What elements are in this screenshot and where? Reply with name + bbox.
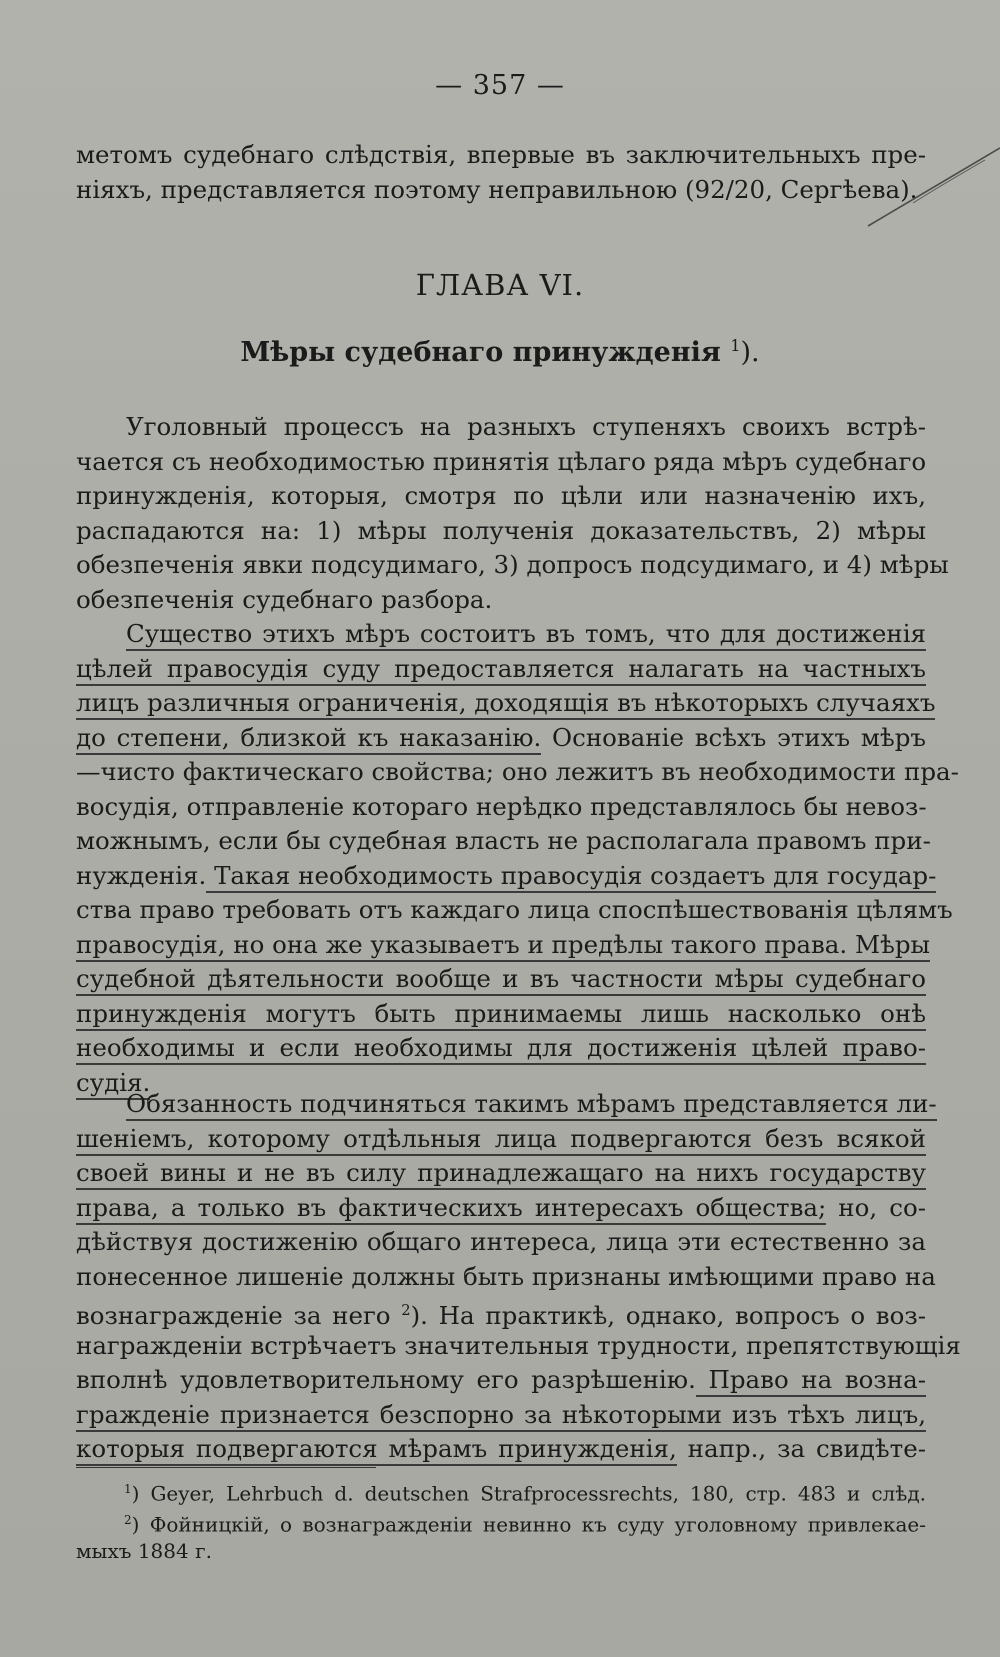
text-line (76, 1398, 926, 1433)
chapter-heading: ГЛАВА VI. (415, 268, 585, 302)
underlined-text: цѣлей правосудія суду предоставляется налагать на частныхъ (76, 654, 926, 686)
text-line (76, 1156, 926, 1191)
page-number: — 357 — (435, 70, 565, 101)
text-line (76, 928, 931, 963)
text-line: —чисто фактическаго свойства; оно лежитъ въ необходимости пра- (76, 757, 959, 786)
underlined-text: лицъ различныя ограниченія, доходящія въ нѣкоторыхъ случаяхъ (76, 688, 935, 720)
footnote-ref: 2 (401, 1302, 411, 1319)
text-line (76, 686, 936, 721)
underlined-text: судія. (76, 1068, 150, 1100)
underlined-text: Существо этихъ мѣръ состоитъ въ томъ, что для достиженія (126, 619, 926, 651)
text-line (76, 1087, 937, 1122)
footnote-ref: 1 (730, 336, 741, 355)
text-line (76, 859, 937, 894)
text-line: обезпеченія судебнаго разбора. (76, 584, 493, 614)
underlined-text: судебной дѣятельности вообще и въ частности мѣры судебнаго (76, 964, 926, 996)
underlined-text: права, а только въ фактическихъ интересахъ общества; (76, 1193, 826, 1225)
text-line (76, 1363, 926, 1398)
footnote (76, 1505, 926, 1536)
text-line: Уголовный процессъ на разныхъ ступеняхъ своихъ встрѣ- (126, 412, 926, 441)
paragraph-3 (76, 1087, 961, 1467)
underlined-text: Обязанность подчиняться такимъ мѣрамъ представляется ли- (126, 1089, 937, 1121)
footnote-mark: 1 (124, 1482, 132, 1496)
text-line: дѣйствуя достиженію общаго интереса, лица эти естественно за (76, 1227, 926, 1256)
text-line: чается съ необходимостью принятія цѣлаго ряда мѣръ судебнаго (76, 446, 927, 476)
text-line (76, 652, 926, 687)
footnote-text: ) Geyer, Lehrbuch d. deutschen Strafprocessrechts, 180, стр. 483 и слѣд. (131, 1481, 926, 1506)
text-run: Основаніе всѣхъ этихъ мѣръ (541, 722, 926, 752)
text-line (76, 1031, 926, 1066)
footnote (76, 1536, 926, 1567)
text-line: ніяхъ, представляется поэтому неправильною (92/20, Сергѣева). (76, 174, 918, 204)
text-line (76, 962, 926, 997)
text-line: принужденія, которыя, смотря по цѣли или назначенію ихъ, (76, 481, 926, 510)
footnote-text: ) Фойницкій, о вознагражденіи невинно къ суду уголовному привлекае- (131, 1512, 926, 1537)
text-run: ). На практикѣ, однако, вопросъ о воз- (410, 1301, 926, 1331)
paragraph-2 (76, 617, 959, 1100)
underlined-text: правосудія, но она же указываетъ и предѣлы такого права. (76, 930, 847, 962)
underlined-text: которыя подвергаются мѣрамъ принужденія, (76, 1434, 677, 1466)
text-line: награжденіи встрѣчаетъ значительныя трудности, препятствующія (76, 1330, 961, 1360)
underlined-text: своей вины и не въ силу принадлежащаго на нихъ государству (76, 1158, 926, 1190)
underlined-text: до степени, близкой къ наказанію. (76, 723, 541, 755)
footnote-divider (76, 1467, 376, 1468)
text-run: вознагражденіе за него (76, 1301, 402, 1331)
footnote-mark: 2 (124, 1513, 132, 1527)
text-line (76, 617, 926, 652)
paragraph-1 (76, 410, 949, 617)
underlined-text: необходимы и если необходимы для достиженія цѣлей право- (76, 1033, 926, 1065)
underlined-text: Такая необходимость правосудія создаетъ для государ- (206, 861, 936, 893)
text-line (76, 997, 926, 1032)
footnotes (76, 1474, 926, 1567)
underlined-text: гражденіе признается безспорно за нѣкоторыми изъ тѣхъ лицъ, (76, 1400, 926, 1432)
text-line (76, 1432, 926, 1467)
footnote-text: мыхъ 1884 г. (76, 1539, 212, 1563)
text-line: обезпеченія явки подсудимаго, 3) допросъ подсудимаго, и 4) мѣры (76, 550, 949, 579)
underlined-text: Мѣры (847, 930, 930, 962)
section-title (0, 336, 1000, 368)
text-line: понесенное лишеніе должны быть признаны имѣющими право на (76, 1261, 936, 1291)
text-line: можнымъ, если бы судебная власть не располагала правомъ при- (76, 826, 931, 855)
top-continuation (76, 138, 926, 207)
section-title-tail: ). (740, 337, 760, 368)
text-line (76, 1191, 926, 1226)
text-line (76, 721, 926, 756)
text-run: напр., за свидѣте- (676, 1434, 926, 1463)
text-line: распадаются на: 1) мѣры полученія доказательствъ, 2) мѣры (76, 515, 926, 545)
text-run: вполнѣ удовлетворительному его разрѣшенію. (76, 1365, 696, 1394)
section-title-text: Мѣры судебнаго принужденія (240, 337, 721, 368)
text-line: восудія, отправленіе котораго нерѣдко представлялось бы невоз- (76, 791, 927, 821)
underlined-text: принужденія могутъ быть принимаемы лишь насколько онѣ (76, 999, 926, 1031)
text-line: ства право требовать отъ каждаго лица споспѣшествованія цѣлямъ (76, 895, 953, 924)
text-line: метомъ судебнаго слѣдствія, впервые въ заключительныхъ пре- (76, 140, 926, 169)
underlined-text: Право на возна- (696, 1365, 926, 1397)
text-line (76, 1294, 926, 1329)
underlined-text: шеніемъ, которому отдѣльныя лица подвергаются безъ всякой (76, 1124, 926, 1156)
text-line (76, 1122, 926, 1157)
footnote (76, 1474, 926, 1505)
text-run: нужденія. (76, 860, 207, 890)
text-run: но, со- (826, 1192, 926, 1222)
